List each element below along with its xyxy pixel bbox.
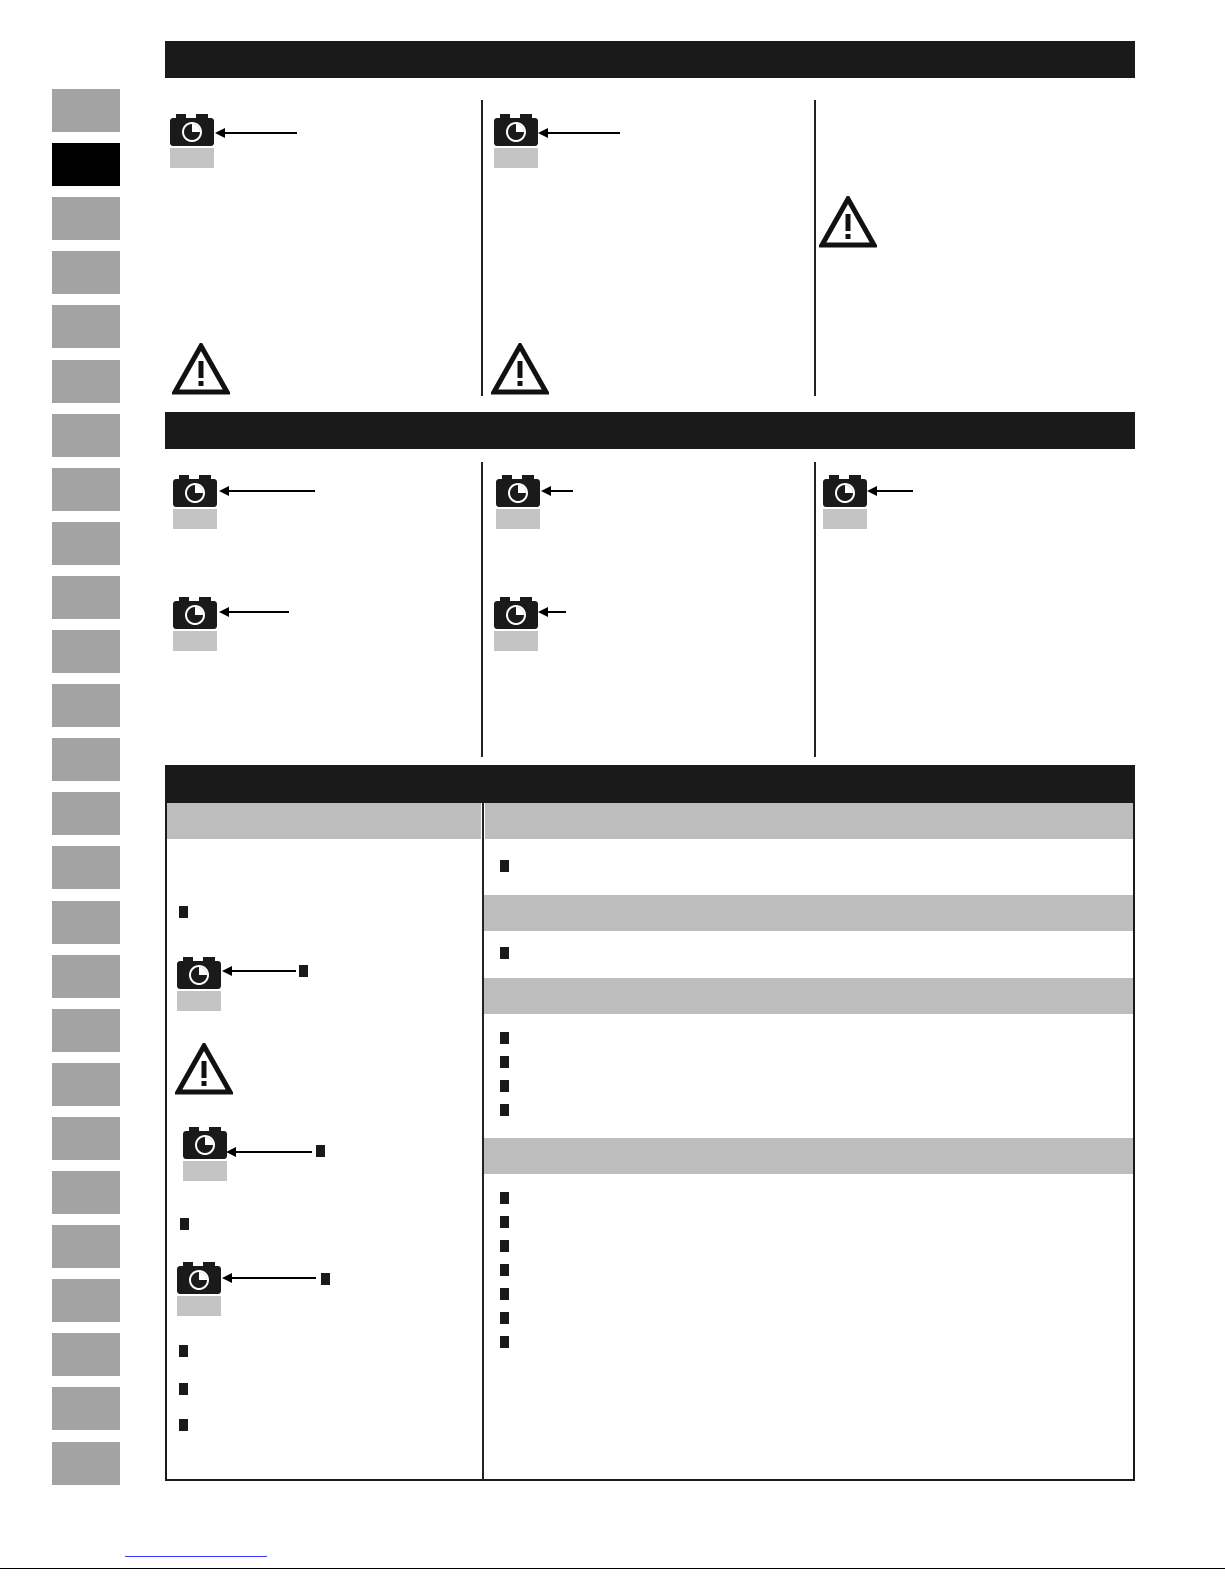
language-tab-2[interactable] <box>52 143 120 186</box>
language-tab-16[interactable] <box>52 901 120 944</box>
language-tab-17[interactable] <box>52 955 120 998</box>
language-tab-23[interactable] <box>52 1279 120 1322</box>
arrow-left-icon <box>538 127 620 139</box>
language-tab-26[interactable] <box>52 1442 120 1485</box>
camera-icon <box>175 1260 223 1316</box>
table-subheader-row <box>484 895 1133 931</box>
arrow-left-icon <box>226 1146 312 1158</box>
language-tab-13[interactable] <box>52 738 120 781</box>
language-tab-14[interactable] <box>52 792 120 835</box>
camera-icon <box>492 595 540 651</box>
footer-link-underline[interactable] <box>125 1556 267 1557</box>
warning-triangle-icon <box>175 1043 233 1095</box>
language-tab-20[interactable] <box>52 1117 120 1160</box>
language-tab-9[interactable] <box>52 522 120 565</box>
list-bullet <box>180 1218 189 1230</box>
column-divider <box>814 462 816 757</box>
footer-rule <box>0 1568 1225 1569</box>
language-tab-12[interactable] <box>52 684 120 727</box>
list-bullet <box>179 1419 188 1431</box>
list-bullet <box>500 1288 509 1300</box>
camera-icon <box>168 112 216 168</box>
language-tab-21[interactable] <box>52 1171 120 1214</box>
camera-icon <box>171 473 219 529</box>
language-tab-25[interactable] <box>52 1387 120 1430</box>
language-tab-15[interactable] <box>52 846 120 889</box>
list-bullet <box>179 906 188 918</box>
list-bullet <box>500 1032 509 1044</box>
camera-icon <box>175 955 223 1011</box>
arrow-left-icon <box>215 127 297 139</box>
language-tab-1[interactable] <box>52 89 120 132</box>
camera-icon <box>494 473 542 529</box>
warning-triangle-icon <box>491 343 549 395</box>
list-bullet <box>500 947 509 959</box>
language-tab-24[interactable] <box>52 1333 120 1376</box>
language-tab-10[interactable] <box>52 576 120 619</box>
list-bullet <box>179 1383 188 1395</box>
language-tab-18[interactable] <box>52 1009 120 1052</box>
list-bullet <box>316 1145 325 1157</box>
table-title-bar <box>165 765 1135 803</box>
list-bullet <box>321 1273 330 1285</box>
list-bullet <box>500 1080 509 1092</box>
table-header-right <box>485 803 1133 839</box>
table-subheader-row <box>484 1138 1133 1174</box>
list-bullet <box>500 1240 509 1252</box>
language-tab-5[interactable] <box>52 305 120 348</box>
warning-triangle-icon <box>172 343 230 395</box>
language-tab-7[interactable] <box>52 414 120 457</box>
language-tab-6[interactable] <box>52 360 120 403</box>
section-header-bar-1 <box>165 41 1135 78</box>
column-divider <box>814 100 816 396</box>
language-tab-22[interactable] <box>52 1225 120 1268</box>
language-tab-4[interactable] <box>52 251 120 294</box>
list-bullet <box>179 1345 188 1357</box>
camera-icon <box>181 1125 229 1181</box>
list-bullet <box>500 1264 509 1276</box>
table-header-left <box>167 803 481 839</box>
list-bullet <box>500 860 509 872</box>
list-bullet <box>500 1192 509 1204</box>
camera-icon <box>171 595 219 651</box>
list-bullet <box>500 1216 509 1228</box>
camera-icon <box>492 112 540 168</box>
column-divider <box>481 462 483 757</box>
camera-icon <box>821 473 869 529</box>
table-subheader-row <box>484 978 1133 1014</box>
list-bullet <box>500 1104 509 1116</box>
language-tab-3[interactable] <box>52 197 120 240</box>
arrow-left-icon <box>219 485 315 497</box>
language-tab-11[interactable] <box>52 630 120 673</box>
language-tab-19[interactable] <box>52 1063 120 1106</box>
section-header-bar-2 <box>165 412 1135 449</box>
warning-triangle-icon <box>819 196 877 248</box>
list-bullet <box>299 965 308 977</box>
arrow-left-icon <box>541 485 573 497</box>
list-bullet <box>500 1312 509 1324</box>
troubleshooting-table <box>165 765 1135 1481</box>
list-bullet <box>500 1336 509 1348</box>
column-divider <box>481 100 483 396</box>
arrow-left-icon <box>219 606 289 618</box>
language-tab-8[interactable] <box>52 468 120 511</box>
arrow-left-icon <box>538 606 566 618</box>
list-bullet <box>500 1056 509 1068</box>
arrow-left-icon <box>222 1272 316 1284</box>
arrow-left-icon <box>867 485 913 497</box>
arrow-left-icon <box>222 965 296 977</box>
